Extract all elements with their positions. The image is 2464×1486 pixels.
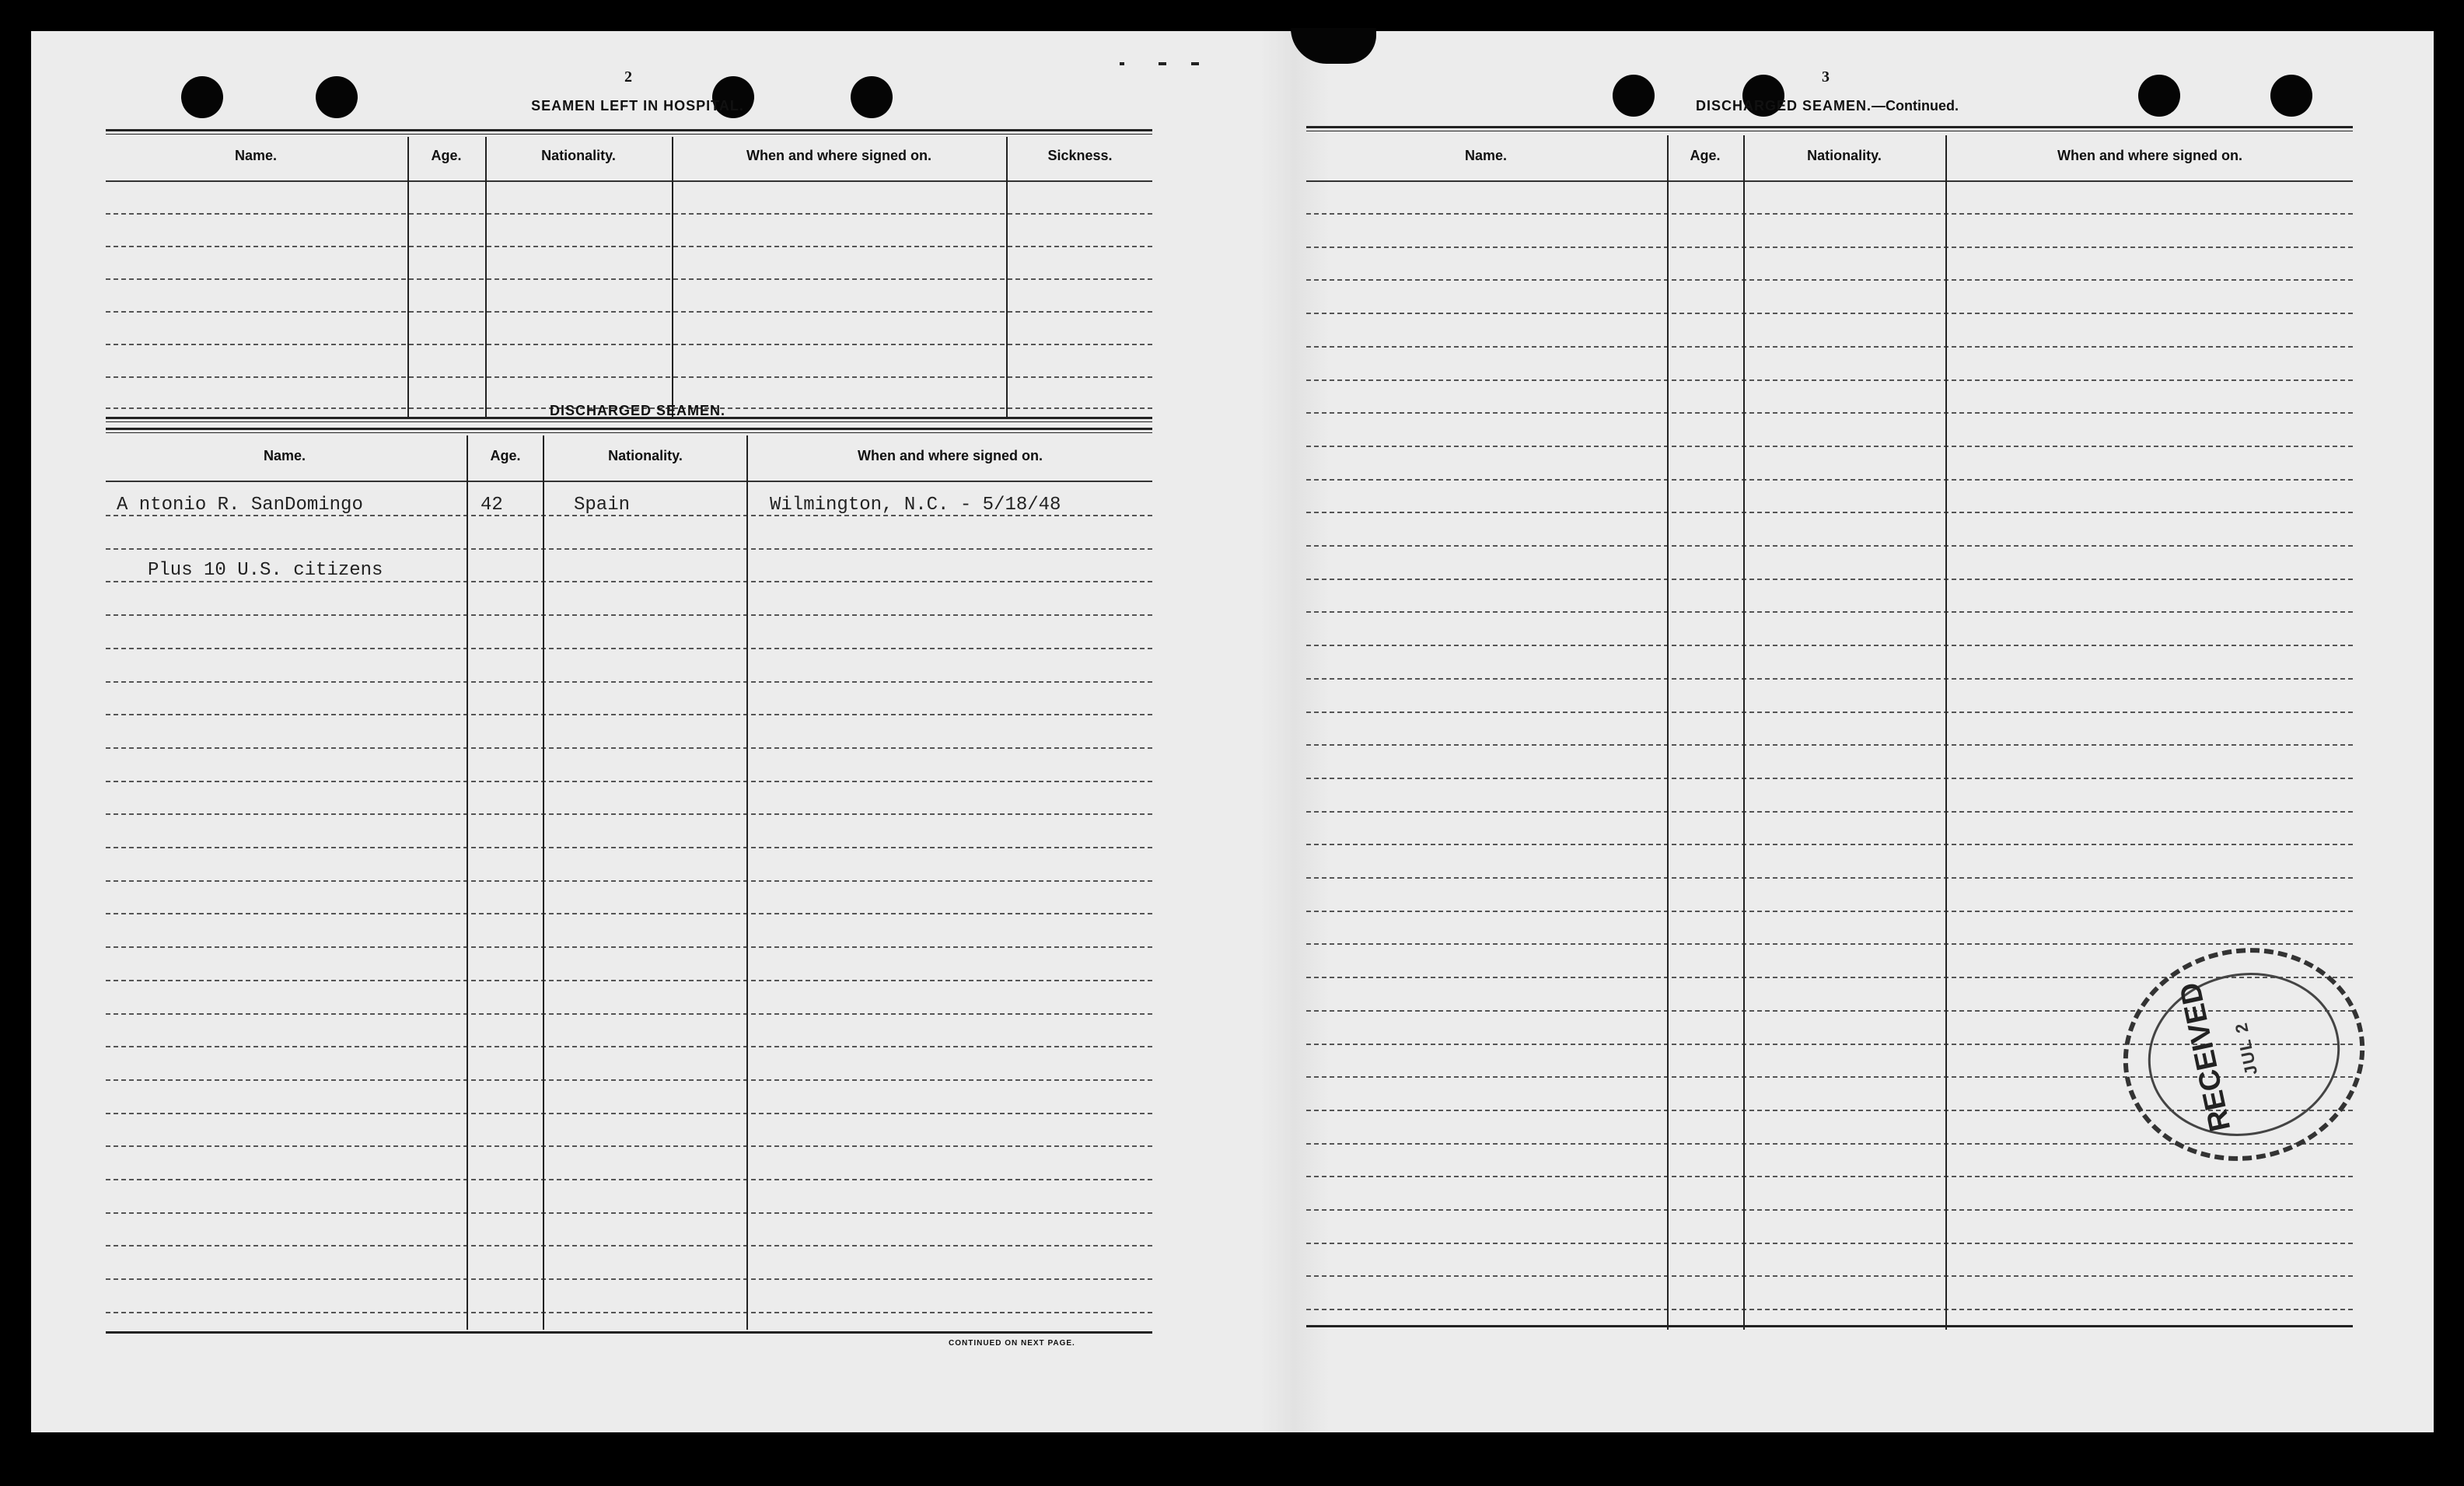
page-number-left: 2 <box>624 68 632 86</box>
row-line <box>106 714 1152 715</box>
stamp-date: JUL 2 <box>2231 1019 2262 1077</box>
row-line <box>1306 346 2353 348</box>
entry-note: Plus 10 U.S. citizens <box>148 560 383 581</box>
row-line <box>1306 579 2353 580</box>
row-line <box>106 747 1152 749</box>
row-line <box>1306 1309 2353 1310</box>
row-line <box>1306 379 2353 381</box>
row-line <box>1306 778 2353 779</box>
column-header: When and where signed on. <box>2057 148 2243 163</box>
row-line <box>106 980 1152 981</box>
row-line <box>1306 1243 2353 1244</box>
column-divider <box>543 435 544 1330</box>
speck <box>1191 62 1199 65</box>
bottom-rule <box>106 1331 1152 1334</box>
row-line <box>1306 446 2353 447</box>
column-header: When and where signed on. <box>857 448 1043 463</box>
row-line <box>106 376 1152 378</box>
rule <box>106 129 1152 135</box>
row-line <box>1306 943 2353 945</box>
row-line <box>1306 811 2353 813</box>
row-line <box>1306 911 2353 912</box>
row-line <box>106 813 1152 815</box>
entry-age: 42 <box>481 495 503 516</box>
row-line <box>1306 545 2353 547</box>
speck <box>1159 62 1166 65</box>
header-rule <box>106 481 1152 482</box>
column-divider <box>1667 135 1669 1330</box>
row-line <box>106 1113 1152 1114</box>
right-title-main: DISCHARGED SEAMEN. <box>1695 98 1872 114</box>
row-line <box>1306 678 2353 680</box>
row-line <box>106 880 1152 882</box>
row-line <box>106 1278 1152 1280</box>
column-header: Name. <box>234 148 278 163</box>
column-header: Age. <box>431 148 462 163</box>
row-line <box>106 1046 1152 1047</box>
continued-note: CONTINUED ON NEXT PAGE. <box>949 1339 1075 1348</box>
row-line <box>106 614 1152 616</box>
punch-hole <box>181 76 223 118</box>
row-line <box>106 913 1152 914</box>
column-header: Nationality. <box>608 448 683 463</box>
column-divider <box>1945 135 1947 1330</box>
column-divider <box>1743 135 1745 1330</box>
rule <box>1306 126 2353 131</box>
bottom-rule <box>1306 1325 2353 1327</box>
right-section-title <box>1633 98 2022 114</box>
row-line <box>1306 877 2353 879</box>
row-line <box>1306 1176 2353 1177</box>
row-line <box>106 681 1152 683</box>
speck <box>1120 62 1124 65</box>
column-divider <box>1006 137 1008 418</box>
row-line <box>1306 512 2353 513</box>
row-line <box>1306 611 2353 613</box>
received-stamp <box>2103 926 2385 1184</box>
row-line <box>106 1013 1152 1015</box>
row-line <box>106 213 1152 215</box>
column-divider <box>467 435 468 1330</box>
page-number-right: 3 <box>1822 68 1830 86</box>
rule <box>106 428 1152 433</box>
header-rule <box>1306 180 2353 182</box>
row-line <box>106 1179 1152 1180</box>
row-line <box>1306 213 2353 215</box>
document-sheet <box>31 31 2434 1432</box>
column-divider <box>485 137 487 418</box>
entry-name: A ntonio R. SanDomingo <box>117 495 363 516</box>
column-header: Sickness. <box>1047 148 1113 163</box>
row-line <box>1306 247 2353 248</box>
row-line <box>106 1212 1152 1214</box>
column-divider <box>746 435 748 1330</box>
row-line <box>1306 645 2353 646</box>
row-line <box>106 1245 1152 1246</box>
row-line <box>1306 412 2353 414</box>
row-line <box>1306 712 2353 713</box>
row-line <box>1306 844 2353 845</box>
row-line <box>106 246 1152 247</box>
right-title-suffix: —Continued. <box>1872 98 1959 114</box>
row-line <box>106 847 1152 848</box>
row-line <box>1306 1209 2353 1211</box>
row-line <box>106 278 1152 280</box>
row-line <box>106 311 1152 313</box>
row-line <box>106 548 1152 550</box>
row-line <box>106 344 1152 345</box>
entry-signed-on: Wilmington, N.C. - 5/18/48 <box>770 495 1061 516</box>
row-line <box>1306 1275 2353 1277</box>
row-line <box>106 1145 1152 1147</box>
hospital-section-title: SEAMEN LEFT IN HOSPITAL. <box>531 98 744 114</box>
row-line <box>106 1079 1152 1081</box>
row-line <box>1306 479 2353 481</box>
column-header: Name. <box>1464 148 1508 163</box>
punch-hole <box>2270 75 2312 117</box>
column-header: Age. <box>490 448 521 463</box>
column-header: Nationality. <box>1807 148 1882 163</box>
punch-hole <box>2138 75 2180 117</box>
row-line <box>1306 744 2353 746</box>
page-fold <box>1260 31 1330 1432</box>
row-line <box>106 781 1152 782</box>
punch-hole <box>851 76 893 118</box>
column-divider <box>407 137 409 418</box>
discharged-section-title: DISCHARGED SEAMEN. <box>549 403 726 418</box>
column-divider <box>672 137 673 418</box>
row-line <box>106 1312 1152 1313</box>
row-line <box>1306 279 2353 281</box>
row-line <box>106 648 1152 649</box>
column-header: Nationality. <box>541 148 616 163</box>
column-header: Age. <box>1690 148 1721 163</box>
column-header: Name. <box>263 448 306 463</box>
stamp-text: RECEIVED <box>2173 979 2238 1135</box>
entry-nationality: Spain <box>574 495 631 516</box>
punch-hole <box>316 76 358 118</box>
column-header: When and where signed on. <box>746 148 932 163</box>
row-line <box>106 946 1152 948</box>
row-line <box>1306 313 2353 314</box>
row-line <box>106 581 1152 582</box>
header-rule <box>106 180 1152 182</box>
